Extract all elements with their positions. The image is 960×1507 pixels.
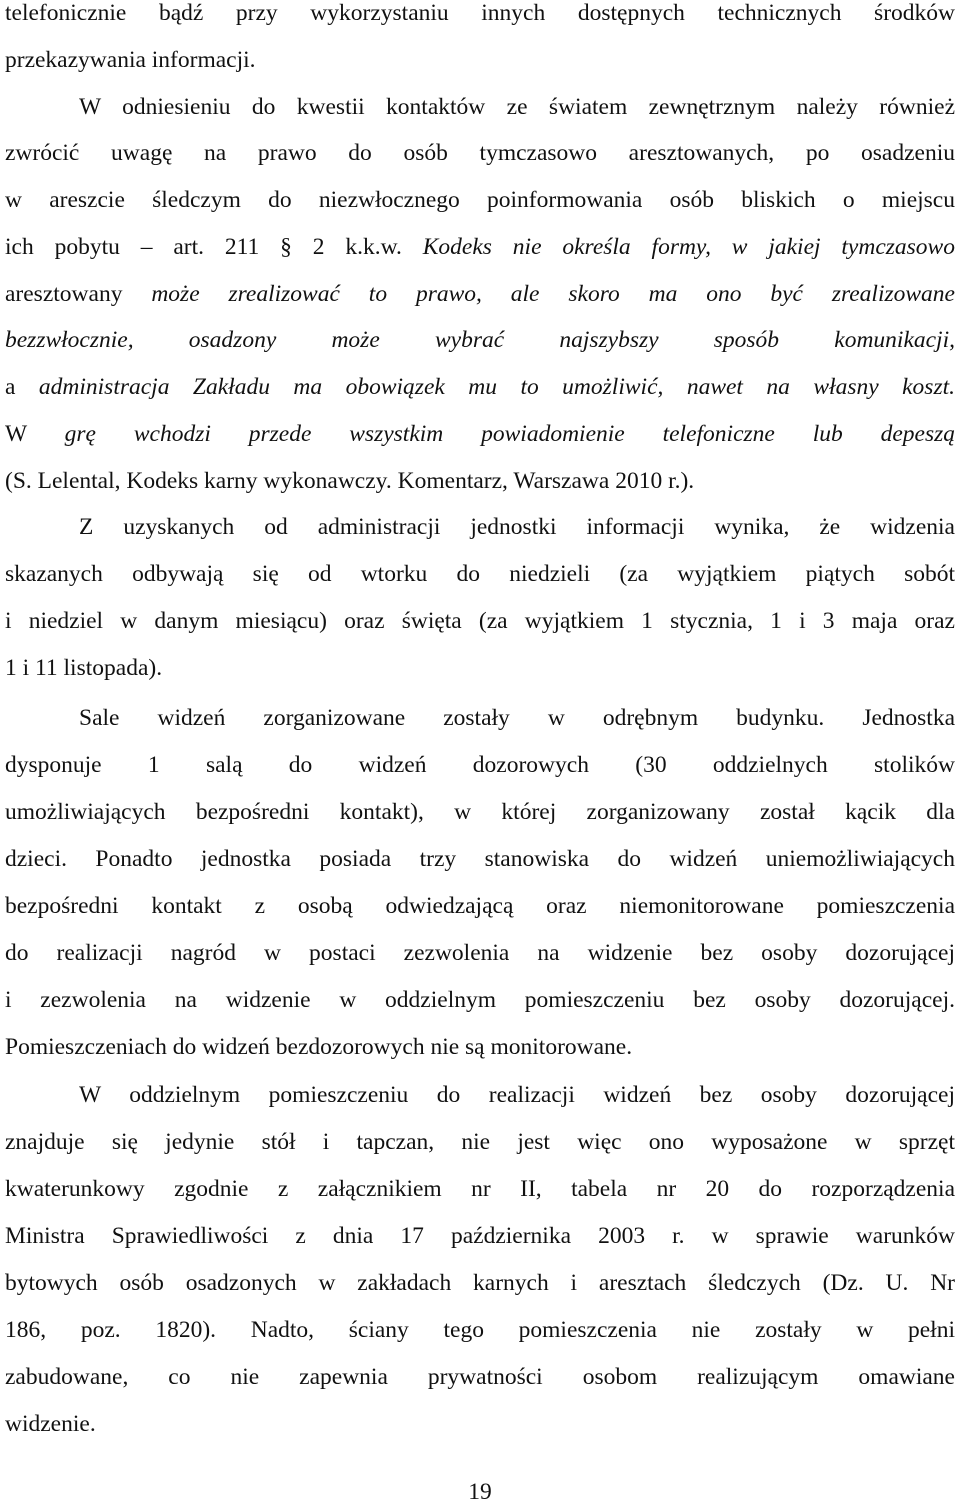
- text-line: aresztowany może zrealizować to prawo, ale skoro ma ono być zrealizowane: [5, 281, 955, 307]
- text-line: dysponuje 1 salą do widzeń dozorowych (30 oddzielnych stolików: [5, 752, 955, 778]
- italic-quote: grę wchodzi przede wszystkim powiadomienie telefoniczne lub depeszą: [64, 421, 956, 447]
- page-number: 19: [468, 1479, 492, 1505]
- text-line: Pomieszczeniach do widzeń bezdozorowych nie są monitorowane.: [5, 1034, 633, 1060]
- text-line: bezpośredni kontakt z osobą odwiedzającą oraz niemonitorowane pomieszczenia: [5, 893, 955, 919]
- italic-quote-line: bezzwłocznie, osadzony może wybrać najszybszy sposób komunikacji,: [5, 327, 955, 353]
- text-line: telefonicznie bądź przy wykorzystaniu innych dostępnych technicznych środków: [5, 0, 955, 26]
- paragraph-first-line: W oddzielnym pomieszczeniu do realizacji widzeń bez osoby dozorującej: [79, 1082, 955, 1108]
- text-line: 1 i 11 listopada).: [5, 655, 163, 681]
- text-line: przekazywania informacji.: [5, 47, 256, 73]
- text-line: bytowych osób osadzonych w zakładach karnych i aresztach śledczych (Dz. U. Nr: [5, 1270, 955, 1296]
- text-line: znajduje się jedynie stół i tapczan, nie jest więc ono wyposażone w sprzęt: [5, 1129, 955, 1155]
- text-line: w areszcie śledczym do niezwłocznego poinformowania osób bliskich o miejscu: [5, 187, 955, 213]
- paragraph-first-line: W odniesieniu do kwestii kontaktów ze światem zewnętrznym należy również: [79, 94, 955, 120]
- text-line-with-quote-start: ich pobytu – art. 211 § 2 k.k.w. Kodeks nie określa formy, w jakiej tymczasowo: [5, 234, 955, 260]
- text-line: W grę wchodzi przede wszystkim powiadomienie telefoniczne lub depeszą: [5, 421, 956, 447]
- citation-line: (S. Lelental, Kodeks karny wykonawczy. Komentarz, Warszawa 2010 r.).: [5, 468, 695, 494]
- paragraph-first-line: Sale widzeń zorganizowane zostały w odrębnym budynku. Jednostka: [79, 705, 955, 731]
- text-line: skazanych odbywają się od wtorku do niedzieli (za wyjątkiem piątych sobót: [5, 561, 955, 587]
- italic-quote: może zrealizować to prawo, ale skoro ma ono być zrealizowane: [151, 281, 955, 307]
- text-line: umożliwiających bezpośredni kontakt), w której zorganizowany został kącik dla: [5, 799, 955, 825]
- text-line: i niedziel w danym miesiącu) oraz święta (za wyjątkiem 1 stycznia, 1 i 3 maja oraz: [5, 608, 955, 634]
- text-line: kwaterunkowy zgodnie z załącznikiem nr II, tabela nr 20 do rozporządzenia: [5, 1176, 955, 1202]
- text-line: i zezwolenia na widzenie w oddzielnym pomieszczeniu bez osoby dozorującej.: [5, 987, 955, 1013]
- paragraph-first-line: Z uzyskanych od administracji jednostki informacji wynika, że widzenia: [79, 514, 955, 540]
- italic-quote: Kodeks nie określa formy, w jakiej tymczasowo: [422, 234, 955, 260]
- text-line: zwrócić uwagę na prawo do osób tymczasowo aresztowanych, po osadzeniu: [5, 140, 955, 166]
- text-line: dzieci. Ponadto jednostka posiada trzy stanowiska do widzeń uniemożliwiających: [5, 846, 955, 872]
- italic-quote: administracja Zakładu ma obowiązek mu to umożliwić, nawet na własny koszt.: [38, 374, 955, 400]
- text-line: a administracja Zakładu ma obowiązek mu to umożliwić, nawet na własny koszt.: [5, 374, 955, 400]
- text-line: zabudowane, co nie zapewnia prywatności osobom realizującym omawiane: [5, 1364, 955, 1390]
- text-line: do realizacji nagród w postaci zezwolenia na widzenie bez osoby dozorującej: [5, 940, 955, 966]
- text-line: Ministra Sprawiedliwości z dnia 17 października 2003 r. w sprawie warunków: [5, 1223, 955, 1249]
- text-line: 186, poz. 1820). Nadto, ściany tego pomieszczenia nie zostały w pełni: [5, 1317, 955, 1343]
- text-line: widzenie.: [5, 1411, 96, 1437]
